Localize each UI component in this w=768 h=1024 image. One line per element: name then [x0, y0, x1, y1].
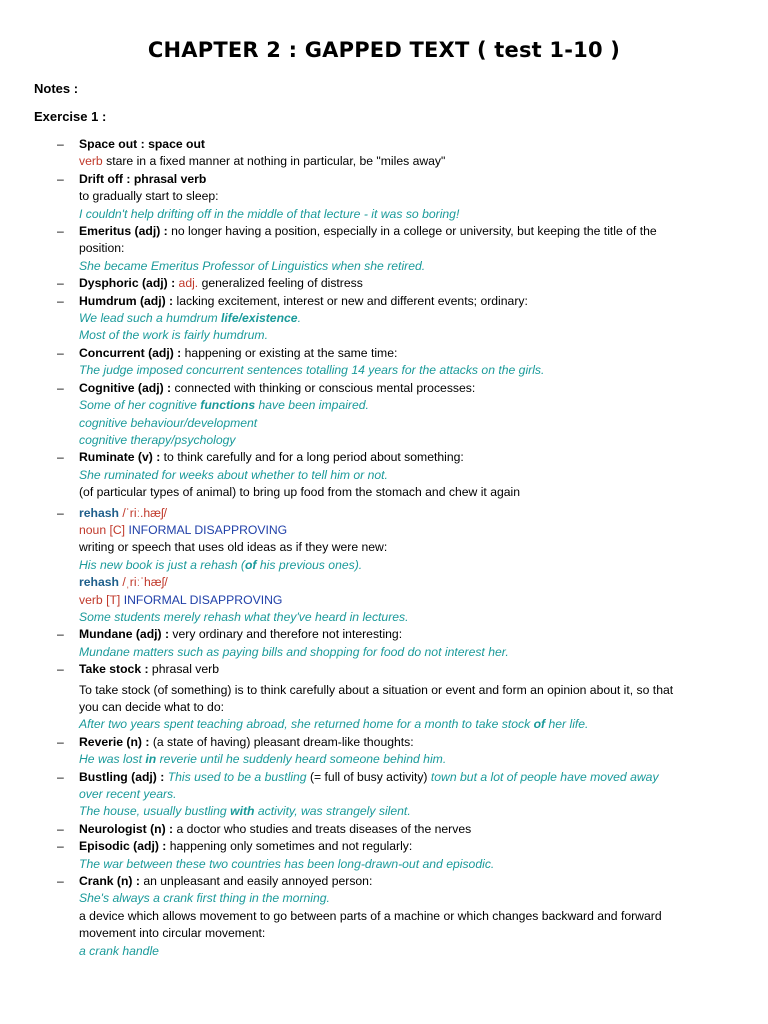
entry-mundane	[0, 626, 768, 661]
example: His new book is just a rehash (of his previous ones).	[79, 557, 363, 572]
pronunciation: /ˈriː.hæʃ/	[118, 505, 168, 520]
bullet-dash: –	[57, 769, 64, 784]
headword: Humdrum (adj) :	[79, 293, 174, 308]
entry-reverie	[0, 734, 768, 769]
definition: To take stock (of something) is to think carefully about a situation or event and form an opinion about it, so that	[79, 682, 674, 697]
definition: to think carefully and for a long period about something:	[160, 450, 464, 465]
bullet-dash: –	[57, 839, 64, 854]
part-of-speech: verb	[79, 154, 103, 169]
example: He was lost in reverie until he suddenly heard someone behind him.	[79, 752, 447, 767]
definition: (= full of busy activity)	[306, 769, 431, 784]
definition: lacking excitement, interest or new and different events; ordinary:	[173, 293, 528, 308]
definition: a doctor who studies and treats diseases of the nerves	[173, 821, 472, 836]
headword: rehash	[79, 505, 119, 520]
headword: Ruminate (v) :	[79, 450, 161, 465]
example: This used to be a bustling	[164, 769, 307, 784]
example: Some of her cognitive functions have been impaired.	[79, 398, 369, 413]
headword: Bustling (adj) :	[79, 769, 165, 784]
headword: Mundane (adj) :	[79, 627, 170, 642]
definition: to gradually start to sleep:	[79, 189, 219, 204]
bullet-dash: –	[57, 450, 64, 465]
example: Some students merely rehash what they've heard in lectures.	[79, 609, 409, 624]
definition: very ordinary and therefore not interesting:	[169, 627, 403, 642]
example: She ruminated for weeks about whether to tell him or not.	[79, 467, 388, 482]
entry-cognitive	[0, 380, 768, 450]
bullet-dash: –	[57, 293, 64, 308]
part-of-speech: verb [T]	[79, 592, 121, 607]
entry-crank	[0, 873, 768, 960]
example: The judge imposed concurrent sentences totalling 14 years for the attacks on the girls.	[79, 363, 545, 378]
entry-take-stock	[0, 661, 768, 734]
definition: a device which allows movement to go between parts of a machine or which changes backward and forward	[79, 908, 662, 923]
headword: Neurologist (n) :	[79, 821, 174, 836]
definition: (of particular types of animal) to bring up food from the stomach and chew it again	[79, 485, 521, 500]
example: I couldn't help drifting off in the middle of that lecture - it was so boring!	[79, 206, 460, 221]
example: The war between these two countries has been long-drawn-out and episodic.	[79, 856, 495, 871]
bullet-dash: –	[57, 734, 64, 749]
headword: rehash	[79, 575, 119, 590]
bullet-dash: –	[57, 505, 64, 520]
definition: happening only sometimes and not regularly:	[166, 839, 413, 854]
bullet-dash: –	[57, 224, 64, 239]
entry-dysphoric	[0, 275, 768, 292]
exercise-label: Exercise 1 :	[34, 109, 107, 124]
entry-ruminate	[0, 449, 768, 501]
definition: (a state of having) pleasant dream-like thoughts:	[149, 734, 414, 749]
definition-cont: movement into circular movement:	[79, 926, 266, 941]
headword: Crank (n) :	[79, 874, 140, 889]
example: She became Emeritus Professor of Linguistics when she retired.	[79, 258, 426, 273]
entry-space-out	[0, 136, 768, 171]
example: cognitive behaviour/development	[79, 415, 258, 430]
definition: an unpleasant and easily annoyed person:	[139, 874, 373, 889]
chapter-title: CHAPTER 2 : GAPPED TEXT ( test 1-10 )	[147, 38, 621, 62]
example: cognitive therapy/psychology	[79, 432, 236, 447]
headword: Cognitive (adj) :	[79, 380, 172, 395]
usage-label: INFORMAL DISAPPROVING	[125, 522, 288, 537]
bullet-dash: –	[57, 137, 64, 151]
example: We lead such a humdrum life/existence.	[79, 311, 301, 326]
example: The house, usually bustling with activity, was strangely silent.	[79, 804, 411, 819]
entry-bustling	[0, 769, 768, 821]
definition: happening or existing at the same time:	[181, 345, 398, 360]
bullet-dash: –	[57, 874, 64, 889]
example: a crank handle	[79, 943, 159, 958]
bullet-dash: –	[57, 662, 64, 677]
entry-neurologist	[0, 821, 768, 838]
headword: Dysphoric (adj) :	[79, 276, 176, 291]
definition-cont: position:	[79, 241, 125, 256]
example: Most of the work is fairly humdrum.	[79, 328, 268, 343]
definition: writing or speech that uses old ideas as if they were new:	[79, 540, 388, 555]
part-of-speech: noun [C]	[79, 522, 126, 537]
vocabulary-list	[0, 136, 768, 960]
definition-cont: you can decide what to do:	[79, 700, 224, 714]
entry-emeritus	[0, 223, 768, 275]
headword: Episodic (adj) :	[79, 839, 167, 854]
bullet-dash: –	[57, 821, 64, 836]
example: town but a lot of people have moved away	[430, 769, 659, 784]
example: over recent years.	[79, 787, 177, 802]
entry-humdrum	[0, 293, 768, 345]
definition: generalized feeling of distress	[198, 276, 363, 291]
pronunciation: /ˌriːˈhæʃ/	[118, 575, 168, 590]
definition: no longer having a position, especially in a college or university, but keeping the title of the	[167, 224, 657, 239]
definition: stare in a fixed manner at nothing in particular, be "miles away"	[102, 154, 446, 169]
bullet-dash: –	[57, 627, 64, 642]
part-of-speech: adj.	[175, 276, 199, 291]
bullet-dash: –	[57, 345, 64, 360]
example: Mundane matters such as paying bills and shopping for food do not interest her.	[79, 644, 509, 659]
bullet-dash: –	[57, 276, 64, 291]
entry-rehash	[0, 505, 768, 627]
headword: Emeritus (adj) :	[79, 224, 168, 239]
headword: Space out : space out	[79, 137, 205, 151]
notes-label: Notes :	[34, 81, 79, 96]
example: She's always a crank first thing in the morning.	[79, 891, 330, 906]
usage-label: INFORMAL DISAPPROVING	[120, 592, 283, 607]
headword: Drift off : phrasal verb	[79, 171, 207, 186]
entry-episodic	[0, 838, 768, 873]
entry-concurrent	[0, 345, 768, 380]
headword: Take stock :	[79, 662, 149, 677]
definition: connected with thinking or conscious mental processes:	[171, 380, 476, 395]
example: After two years spent teaching abroad, she returned home for a month to take stock of her life.	[79, 717, 589, 732]
headword: Concurrent (adj) :	[79, 345, 182, 360]
definition: phrasal verb	[148, 662, 219, 677]
bullet-dash: –	[57, 380, 64, 395]
bullet-dash: –	[57, 171, 64, 186]
headword: Reverie (n) :	[79, 734, 150, 749]
entry-drift-off	[0, 171, 768, 223]
